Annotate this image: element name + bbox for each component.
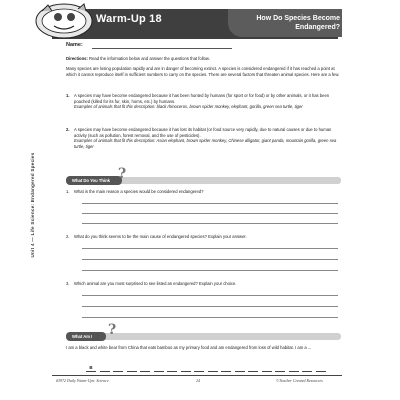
page-title: How Do Species Become Endangered? [256,15,340,31]
letter-blank[interactable] [316,371,326,372]
letter-blank[interactable] [86,371,96,372]
question-mark-icon: ? [108,322,117,338]
list-item [66,127,340,149]
footer-divider [52,375,342,376]
section-label: What Am I [72,334,93,339]
footer-book-title: #3972 Daily Warm-Ups: Science [56,378,109,383]
warm-up-logo [34,1,100,39]
item-example: Examples of animals that fit this description: Asian elephant, brown spider monkey, Chinese alligator, giant panda, mountain gorilla, green sea turtle, tiger [74,138,337,149]
letter-blank[interactable] [127,371,137,372]
footer-publisher: ©Teacher Created Resources [276,378,323,383]
letter-blank[interactable] [194,371,204,372]
letter-blank[interactable] [181,371,191,372]
directions-label: Directions: [66,56,88,61]
page-number: 24 [196,378,200,383]
answer-line[interactable] [82,306,338,307]
item-number: 1. [66,93,70,98]
blank-letter: B [89,365,93,370]
answer-line[interactable] [82,248,338,249]
question-text: What is the main reason a species would be considered endangered? [74,189,204,194]
letter-blank[interactable] [289,371,299,372]
letter-blank[interactable] [100,371,110,372]
question [66,189,340,195]
question [66,281,340,287]
section-label: What Do You Think [72,178,110,183]
question-number: 3. [66,281,70,286]
directions-text: Read the information below and answer the questions that follow. [89,56,210,61]
letter-blank[interactable] [275,371,285,372]
question-number: 2. [66,234,70,239]
answer-line[interactable] [82,317,338,318]
name-field[interactable] [92,48,232,49]
list-item [66,93,340,110]
question-text: What do you think seems to be the main cause of endangered species? Explain your answer. [74,234,247,239]
letter-blank[interactable] [113,371,123,372]
letter-blank[interactable] [302,371,312,372]
letter-blank[interactable] [262,371,272,372]
answer-line[interactable] [82,203,338,204]
riddle-text: I am a black and white bear from China that eats bamboo as my primary food and am endangered from loss of wild habitat. I am a ... [66,345,312,350]
item-text: A species may have become endangered because it has been hunted by humans (for sport or for food) or by other animals, or it has been poached (killed for its fur, skin, horns, etc.) by humans. [74,93,330,104]
question [66,234,340,240]
letter-blank[interactable] [248,371,258,372]
name-label: Name: [66,42,83,48]
item-example: Examples of animals that fit this description: black rhinoceros, brown spider monkey, elephant, gorilla, green sea turtle, tiger [74,104,303,110]
sidebar-unit-label [30,55,40,355]
answer-line[interactable] [82,270,338,271]
letter-blank[interactable] [167,371,177,372]
letter-blank[interactable] [221,371,231,372]
intro-paragraph: Many species are losing population rapidly and are in danger of becoming extinct. A species is considered endangered if it has reached a point at which it cannot reproduce itself in sufficient numbers to carry on the species. There are several factors that threaten animal species. Here are a few. [66,66,340,77]
item-text: A species may have become endangered because it has lost its habitat (or food source very rapidly, due to natural causes or due to human activity (such as pollution, forest removal, and the use of pesticides). [74,127,332,138]
item-number: 2. [66,127,70,132]
answer-line[interactable] [82,295,338,296]
warm-up-title: Warm-Up 18 [96,13,162,25]
question-text: Which animal are you most surprised to see listed as endangered? Explain your choice. [74,281,237,286]
question-mark-icon: ? [118,166,127,182]
letter-blank[interactable] [208,371,218,372]
answer-blanks [86,365,336,373]
letter-blank[interactable] [140,371,150,372]
letter-blank[interactable] [235,371,245,372]
sidebar-text: Unit 4 — Life Science: Endangered Species [30,152,35,258]
letter-blank[interactable] [154,371,164,372]
answer-line[interactable] [82,213,338,214]
answer-line[interactable] [82,223,338,224]
question-number: 1. [66,189,70,194]
directions [66,56,341,62]
answer-line[interactable] [82,259,338,260]
